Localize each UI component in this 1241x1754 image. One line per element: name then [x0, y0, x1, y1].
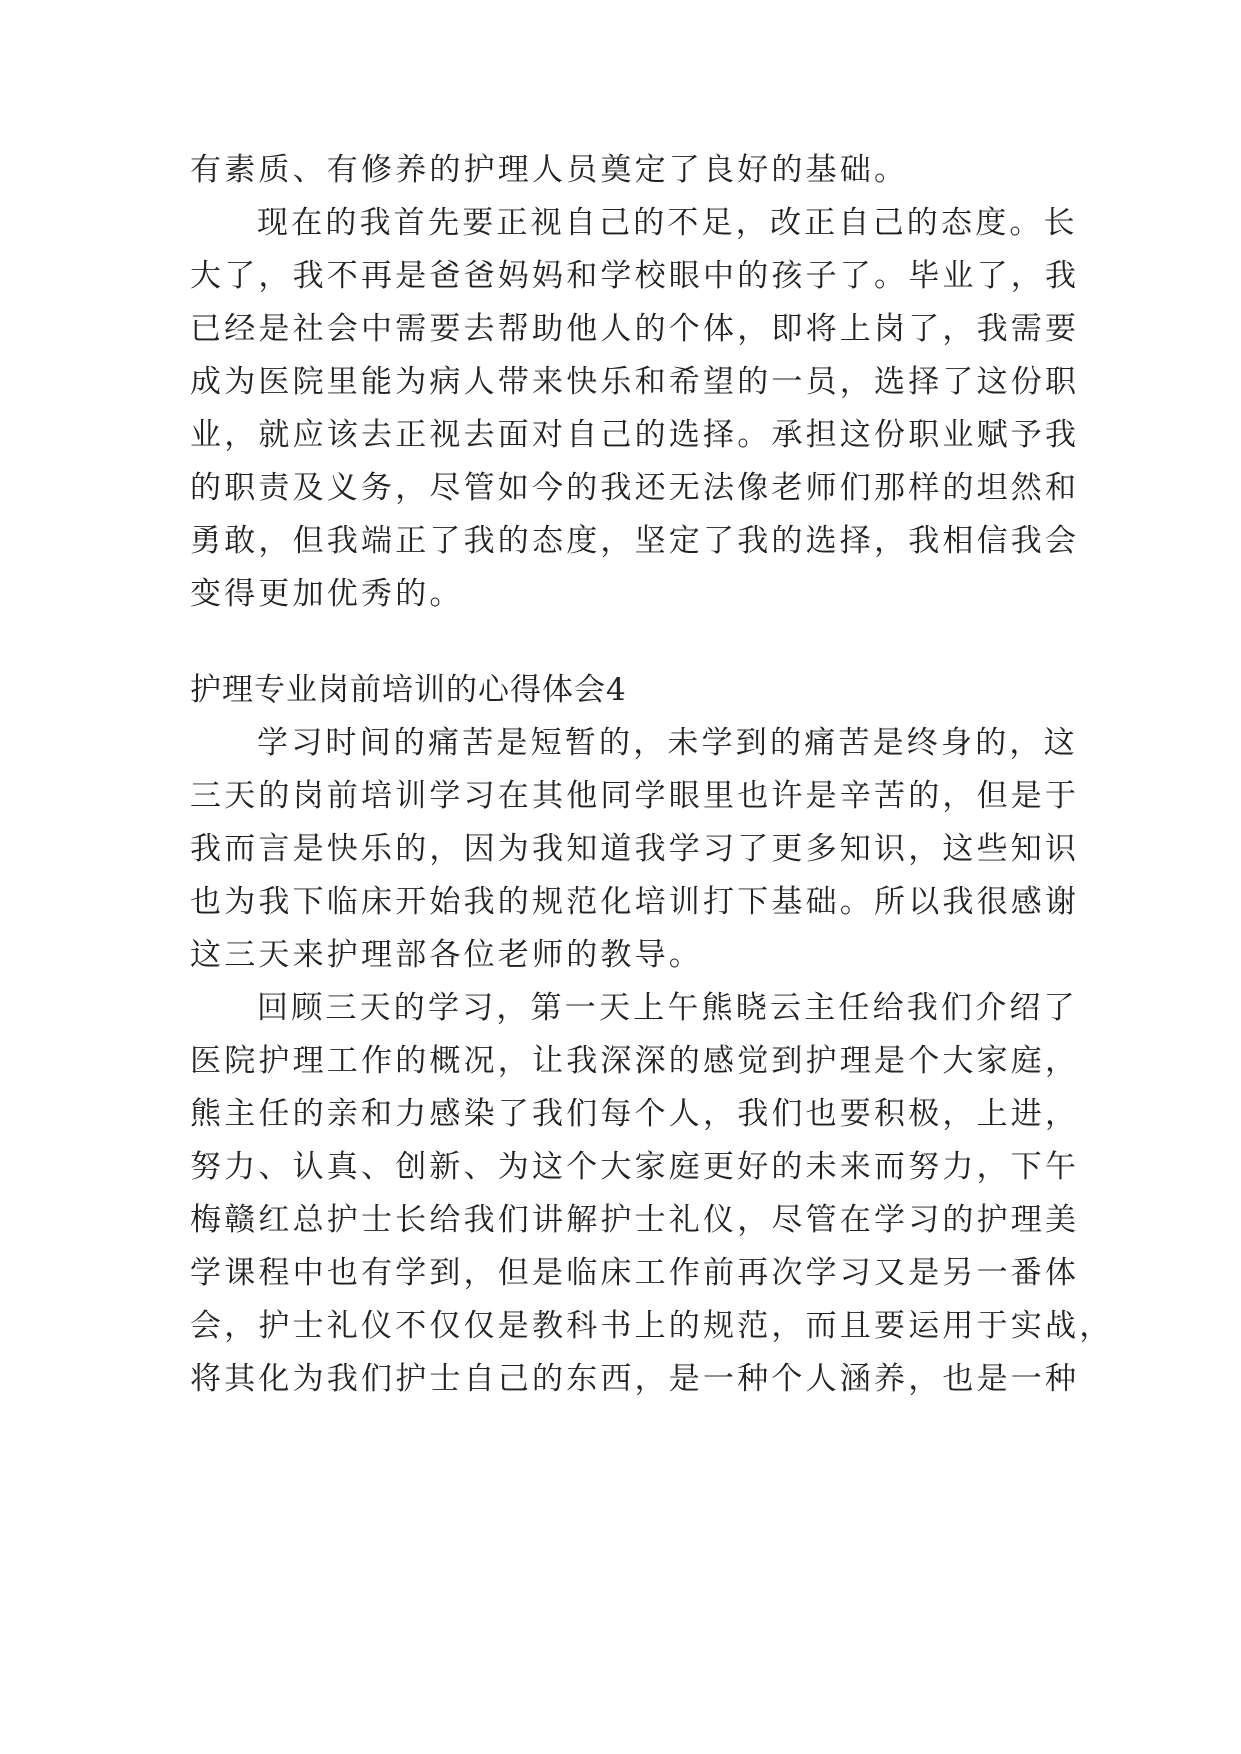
paragraph-line: 三天的岗前培训学习在其他同学眼里也许是辛苦的，但是于 — [190, 778, 1080, 814]
paragraph-line: 熊主任的亲和力感染了我们每个人，我们也要积极，上进， — [190, 1096, 1080, 1132]
paragraph-line: 的职责及义务，尽管如今的我还无法像老师们那样的坦然和 — [190, 470, 1080, 506]
paragraph-line: 变得更加优秀的。 — [190, 576, 464, 612]
paragraph-line: 大了，我不再是爸爸妈妈和学校眼中的孩子了。毕业了，我 — [190, 258, 1080, 294]
paragraph-line: 将其化为我们护士自己的东西，是一种个人涵养，也是一种 — [190, 1361, 1080, 1397]
paragraph-line: 努力、认真、创新、为这个大家庭更好的未来而努力，下午 — [190, 1149, 1080, 1185]
paragraph-line: 有素质、有修养的护理人员奠定了良好的基础。 — [190, 152, 909, 188]
paragraph-line: 会，护士礼仪不仅仅是教科书上的规范，而且要运用于实战， — [190, 1308, 1114, 1344]
paragraph-line: 梅赣红总护士长给我们讲解护士礼仪，尽管在学习的护理美 — [190, 1202, 1080, 1238]
paragraph-line: 已经是社会中需要去帮助他人的个体，即将上岗了，我需要 — [190, 311, 1080, 347]
paragraph-line: 学习时间的痛苦是短暂的，未学到的痛苦是终身的，这 — [257, 725, 1078, 761]
paragraph-line: 现在的我首先要正视自己的不足，改正自己的态度。长 — [257, 205, 1078, 241]
paragraph-line: 成为医院里能为病人带来快乐和希望的一员，选择了这份职 — [190, 364, 1080, 400]
paragraph-line: 回顾三天的学习，第一天上午熊晓云主任给我们介绍了 — [257, 990, 1078, 1026]
paragraph-line: 这三天来护理部各位老师的教导。 — [190, 937, 703, 973]
paragraph-line: 业，就应该去正视去面对自己的选择。承担这份职业赋予我 — [190, 417, 1080, 453]
paragraph-line: 也为我下临床开始我的规范化培训打下基础。所以我很感谢 — [190, 884, 1080, 920]
paragraph-line: 我而言是快乐的，因为我知道我学习了更多知识，这些知识 — [190, 831, 1080, 867]
paragraph-line: 勇敢，但我端正了我的态度，坚定了我的选择，我相信我会 — [190, 523, 1080, 559]
paragraph-line: 学课程中也有学到，但是临床工作前再次学习又是另一番体 — [190, 1255, 1080, 1291]
paragraph-line: 医院护理工作的概况，让我深深的感觉到护理是个大家庭， — [190, 1043, 1080, 1079]
section-heading: 护理专业岗前培训的心得体会4 — [190, 672, 627, 708]
